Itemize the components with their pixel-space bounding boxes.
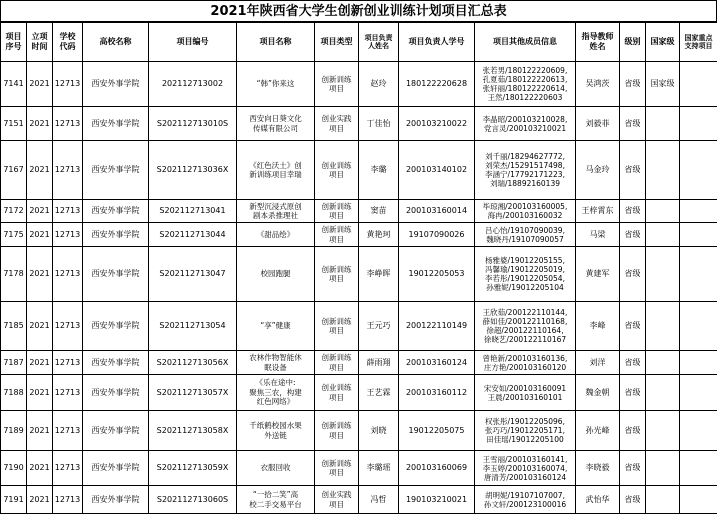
cell-school-code[interactable]: 12713 — [53, 62, 83, 107]
column-header: 项目编号 — [149, 23, 237, 62]
cell-project-number[interactable]: S202112713054 — [149, 302, 237, 351]
cell-project-number[interactable]: S202112713044 — [149, 223, 237, 247]
table-row — [1, 486, 717, 514]
cell-teacher[interactable]: 刘洋 — [576, 351, 620, 375]
column-header: 项目负责 人姓名 — [359, 23, 399, 62]
cell-key-support[interactable] — [680, 62, 717, 107]
cell-school-code[interactable]: 12713 — [53, 302, 83, 351]
cell-school-code[interactable]: 12713 — [53, 486, 83, 514]
cell-project-name[interactable]: 《红色沃土》创 新训练项目幸瑞 — [237, 141, 315, 200]
cell-school[interactable]: 西安外事学院 — [83, 486, 149, 514]
cell-seq[interactable]: 7191 — [1, 486, 27, 514]
cell-leader-id[interactable]: 19107090026 — [399, 223, 475, 247]
cell-year[interactable]: 2021 — [27, 486, 53, 514]
cell-project-type[interactable]: 创业实践 项目 — [315, 486, 359, 514]
cell-national[interactable] — [646, 351, 680, 375]
cell-national[interactable]: 国家级 — [646, 62, 680, 107]
cell-project-type[interactable]: 创新训练 项目 — [315, 247, 359, 302]
cell-members[interactable]: 张若男/180122220609, 孔夏茹/180122220613, 张轩丽/180122220614, 王然/180122220603 — [475, 62, 576, 107]
cell-project-number[interactable]: S202112713059X — [149, 451, 237, 486]
cell-members[interactable]: 杨雅婆/19012205155, 冯馨瑜/19012205019, 李若彤/19012205054, 孙雅妮/19012205104 — [475, 247, 576, 302]
cell-project-name[interactable]: 《甜品绘》 — [237, 223, 315, 247]
cell-members[interactable]: 曾艳新/200103160136, 庄方艳/200103160120 — [475, 351, 576, 375]
cell-members[interactable]: 吕心怡/19107090039, 魏晓丹/19107090057 — [475, 223, 576, 247]
cell-leader[interactable]: 王元巧 — [359, 302, 399, 351]
cell-project-name[interactable]: “韩”你来这 — [237, 62, 315, 107]
column-header: 高校名称 — [83, 23, 149, 62]
cell-leader-id[interactable]: 200103160112 — [399, 375, 475, 411]
cell-project-number[interactable]: 202112713002 — [149, 62, 237, 107]
column-header: 国家重点 支持项目 — [680, 23, 717, 62]
cell-seq[interactable]: 7141 — [1, 62, 27, 107]
cell-project-number[interactable]: S202112713057X — [149, 375, 237, 411]
cell-school-code[interactable]: 12713 — [53, 223, 83, 247]
cell-school-code[interactable]: 12713 — [53, 107, 83, 141]
cell-teacher[interactable]: 武怡华 — [576, 486, 620, 514]
cell-members[interactable]: 胡明妮/19107107007, 孙文轩/200123100016 — [475, 486, 576, 514]
cell-year[interactable]: 2021 — [27, 247, 53, 302]
cell-seq[interactable]: 7151 — [1, 107, 27, 141]
table-row — [1, 302, 717, 351]
table-row — [1, 141, 717, 200]
cell-school-code[interactable]: 12713 — [53, 451, 83, 486]
cell-project-number[interactable]: S202112713041 — [149, 200, 237, 223]
cell-level[interactable]: 省级 — [620, 486, 646, 514]
cell-school[interactable]: 西安外事学院 — [83, 223, 149, 247]
cell-seq[interactable]: 7185 — [1, 302, 27, 351]
column-header: 国家级 — [646, 23, 680, 62]
cell-leader[interactable]: 王艺霖 — [359, 375, 399, 411]
cell-school[interactable]: 西安外事学院 — [83, 302, 149, 351]
cell-key-support[interactable] — [680, 411, 717, 451]
cell-leader[interactable]: 李峥晖 — [359, 247, 399, 302]
project-table — [0, 22, 717, 514]
cell-project-type[interactable]: 创业训练 项目 — [315, 375, 359, 411]
cell-key-support[interactable] — [680, 141, 717, 200]
cell-project-name[interactable]: “享”健康 — [237, 302, 315, 351]
cell-key-support[interactable] — [680, 302, 717, 351]
cell-teacher[interactable]: 李晓毅 — [576, 451, 620, 486]
cell-national[interactable] — [646, 223, 680, 247]
cell-members[interactable]: 李晶昭/200103210028, 党言灵/200103210021 — [475, 107, 576, 141]
cell-leader-id[interactable]: 200122110149 — [399, 302, 475, 351]
column-header: 项目其他成员信息 — [475, 23, 576, 62]
cell-level[interactable]: 省级 — [620, 200, 646, 223]
cell-leader[interactable]: 窦苗 — [359, 200, 399, 223]
cell-level[interactable]: 省级 — [620, 351, 646, 375]
cell-level[interactable]: 省级 — [620, 302, 646, 351]
table-row — [1, 451, 717, 486]
cell-leader-id[interactable]: 190103210021 — [399, 486, 475, 514]
cell-school-code[interactable]: 12713 — [53, 141, 83, 200]
cell-year[interactable]: 2021 — [27, 62, 53, 107]
cell-leader-id[interactable]: 200103140102 — [399, 141, 475, 200]
cell-members[interactable]: 宋安如/200103160091 王晨/200103160101 — [475, 375, 576, 411]
cell-national[interactable] — [646, 141, 680, 200]
cell-national[interactable] — [646, 375, 680, 411]
cell-school-code[interactable]: 12713 — [53, 375, 83, 411]
cell-project-number[interactable]: S202112713058X — [149, 411, 237, 451]
cell-seq[interactable]: 7178 — [1, 247, 27, 302]
cell-project-type[interactable]: 创新训练 项目 — [315, 302, 359, 351]
cell-seq[interactable]: 7167 — [1, 141, 27, 200]
cell-teacher[interactable]: 王梓霄东 — [576, 200, 620, 223]
cell-project-number[interactable]: S202112713010S — [149, 107, 237, 141]
cell-year[interactable]: 2021 — [27, 302, 53, 351]
cell-school[interactable]: 西安外事学院 — [83, 351, 149, 375]
cell-year[interactable]: 2021 — [27, 375, 53, 411]
cell-national[interactable] — [646, 302, 680, 351]
table-row — [1, 62, 717, 107]
column-header: 项目 序号 — [1, 23, 27, 62]
cell-key-support[interactable] — [680, 200, 717, 223]
cell-project-number[interactable]: S202112713056X — [149, 351, 237, 375]
cell-key-support[interactable] — [680, 351, 717, 375]
cell-year[interactable]: 2021 — [27, 200, 53, 223]
cell-national[interactable] — [646, 247, 680, 302]
cell-project-name[interactable]: 农林作物智能休 眠设备 — [237, 351, 315, 375]
cell-leader-id[interactable]: 200103160124 — [399, 351, 475, 375]
cell-project-name[interactable]: 《乐在途中: 聚焦三农，构建 红色网络》 — [237, 375, 315, 411]
cell-level[interactable]: 省级 — [620, 62, 646, 107]
cell-seq[interactable]: 7190 — [1, 451, 27, 486]
table-row — [1, 351, 717, 375]
cell-teacher[interactable]: 吴鸿茨 — [576, 62, 620, 107]
cell-teacher[interactable]: 李峰 — [576, 302, 620, 351]
cell-leader[interactable]: 李璐瑶 — [359, 451, 399, 486]
cell-leader[interactable]: 赵玲 — [359, 62, 399, 107]
cell-level[interactable]: 省级 — [620, 141, 646, 200]
cell-key-support[interactable] — [680, 375, 717, 411]
cell-key-support[interactable] — [680, 247, 717, 302]
cell-level[interactable]: 省级 — [620, 107, 646, 141]
cell-project-type[interactable]: 创新训练 项目 — [315, 411, 359, 451]
cell-national[interactable] — [646, 486, 680, 514]
cell-school-code[interactable]: 12713 — [53, 200, 83, 223]
cell-project-name[interactable]: 校园跑腿 — [237, 247, 315, 302]
cell-school[interactable]: 西安外事学院 — [83, 141, 149, 200]
cell-year[interactable]: 2021 — [27, 351, 53, 375]
cell-project-number[interactable]: S202112713060S — [149, 486, 237, 514]
cell-school[interactable]: 西安外事学院 — [83, 375, 149, 411]
cell-project-number[interactable]: S202112713047 — [149, 247, 237, 302]
cell-school[interactable]: 西安外事学院 — [83, 107, 149, 141]
cell-level[interactable]: 省级 — [620, 411, 646, 451]
table-row — [1, 200, 717, 223]
cell-teacher[interactable]: 魏金朝 — [576, 375, 620, 411]
cell-national[interactable] — [646, 107, 680, 141]
cell-level[interactable]: 省级 — [620, 247, 646, 302]
cell-seq[interactable]: 7187 — [1, 351, 27, 375]
cell-key-support[interactable] — [680, 107, 717, 141]
cell-project-name[interactable]: 新型沉浸式原创 剧本杀推理社 — [237, 200, 315, 223]
cell-members[interactable]: 权张彤/19012205096, 张巧巧/19012205171, 田佳瑶/19012205100 — [475, 411, 576, 451]
cell-leader-id[interactable]: 180122220628 — [399, 62, 475, 107]
table-row — [1, 223, 717, 247]
cell-year[interactable]: 2021 — [27, 107, 53, 141]
cell-level[interactable]: 省级 — [620, 375, 646, 411]
column-header: 指导教师 姓名 — [576, 23, 620, 62]
cell-national[interactable] — [646, 451, 680, 486]
table-body — [1, 62, 717, 514]
cell-leader[interactable]: 冯哲 — [359, 486, 399, 514]
cell-teacher[interactable]: 马梁 — [576, 223, 620, 247]
cell-leader-id[interactable]: 200103210022 — [399, 107, 475, 141]
cell-year[interactable]: 2021 — [27, 223, 53, 247]
cell-teacher[interactable]: 黄建军 — [576, 247, 620, 302]
cell-leader[interactable]: 刘晓 — [359, 411, 399, 451]
cell-teacher[interactable]: 孙光峰 — [576, 411, 620, 451]
cell-project-name[interactable]: 千纸鹤校园水果 外送链 — [237, 411, 315, 451]
column-header: 项目名称 — [237, 23, 315, 62]
cell-school[interactable]: 西安外事学院 — [83, 200, 149, 223]
cell-key-support[interactable] — [680, 223, 717, 247]
cell-project-type[interactable]: 创新训练 项目 — [315, 62, 359, 107]
cell-project-type[interactable]: 创业实践 项目 — [315, 107, 359, 141]
cell-seq[interactable]: 7188 — [1, 375, 27, 411]
column-header: 项目负责人学号 — [399, 23, 475, 62]
cell-seq[interactable]: 7175 — [1, 223, 27, 247]
cell-level[interactable]: 省级 — [620, 451, 646, 486]
cell-school[interactable]: 西安外事学院 — [83, 451, 149, 486]
cell-project-type[interactable]: 创新训练 项目 — [315, 200, 359, 223]
cell-key-support[interactable] — [680, 486, 717, 514]
cell-school-code[interactable]: 12713 — [53, 411, 83, 451]
cell-seq[interactable]: 7189 — [1, 411, 27, 451]
cell-leader[interactable]: 丁佳怡 — [359, 107, 399, 141]
column-header: 立项 时间 — [27, 23, 53, 62]
table-row — [1, 375, 717, 411]
cell-year[interactable]: 2021 — [27, 451, 53, 486]
cell-school[interactable]: 西安外事学院 — [83, 247, 149, 302]
cell-leader-id[interactable]: 200103160014 — [399, 200, 475, 223]
table-row — [1, 107, 717, 141]
cell-members[interactable]: 王欣茹/200122110144, 薛如佳/200122110168, 徐超/200122110164, 徐晓艺/200122110167 — [475, 302, 576, 351]
cell-teacher[interactable]: 刘毅菲 — [576, 107, 620, 141]
cell-leader-id[interactable]: 19012205075 — [399, 411, 475, 451]
cell-leader[interactable]: 李璐 — [359, 141, 399, 200]
column-header: 级别 — [620, 23, 646, 62]
column-header: 项目类型 — [315, 23, 359, 62]
cell-leader[interactable]: 黄艳珂 — [359, 223, 399, 247]
cell-level[interactable]: 省级 — [620, 223, 646, 247]
cell-members[interactable]: 毕琼湘/200103160005, 海冉/200103160032 — [475, 200, 576, 223]
cell-project-name[interactable]: 衣服回收 — [237, 451, 315, 486]
cell-leader[interactable]: 薛雨翔 — [359, 351, 399, 375]
cell-national[interactable] — [646, 200, 680, 223]
cell-project-name[interactable]: “一拾二笑”高 校二手交易平台 — [237, 486, 315, 514]
cell-members[interactable]: 王雪丽/200103160141, 李玉婷/200103160074, 唐清芳/200103160124 — [475, 451, 576, 486]
column-header: 学校 代码 — [53, 23, 83, 62]
cell-members[interactable]: 刘千丽/18294627772, 刘荣杰/15291517498, 李涵宁/17792171223, 刘瑞/18892160139 — [475, 141, 576, 200]
header-row — [1, 23, 717, 62]
cell-national[interactable] — [646, 411, 680, 451]
cell-school-code[interactable]: 12713 — [53, 247, 83, 302]
sheet-title: 2021年陕西省大学生创新创业训练计划项目汇总表 — [0, 0, 717, 22]
cell-school[interactable]: 西安外事学院 — [83, 62, 149, 107]
cell-project-type[interactable]: 创业训练 项目 — [315, 141, 359, 200]
cell-project-number[interactable]: S202112713036X — [149, 141, 237, 200]
cell-school-code[interactable]: 12713 — [53, 351, 83, 375]
cell-project-type[interactable]: 创新训练 项目 — [315, 451, 359, 486]
cell-project-type[interactable]: 创新训练 项目 — [315, 351, 359, 375]
cell-school[interactable]: 西安外事学院 — [83, 411, 149, 451]
cell-seq[interactable]: 7172 — [1, 200, 27, 223]
cell-leader-id[interactable]: 200103160069 — [399, 451, 475, 486]
table-row — [1, 411, 717, 451]
table-row — [1, 247, 717, 302]
cell-year[interactable]: 2021 — [27, 141, 53, 200]
cell-teacher[interactable]: 马金玲 — [576, 141, 620, 200]
cell-project-type[interactable]: 创新训练 项目 — [315, 223, 359, 247]
cell-leader-id[interactable]: 19012205053 — [399, 247, 475, 302]
cell-project-name[interactable]: 西安向日葵文化 传媒有限公司 — [237, 107, 315, 141]
cell-key-support[interactable] — [680, 451, 717, 486]
cell-year[interactable]: 2021 — [27, 411, 53, 451]
